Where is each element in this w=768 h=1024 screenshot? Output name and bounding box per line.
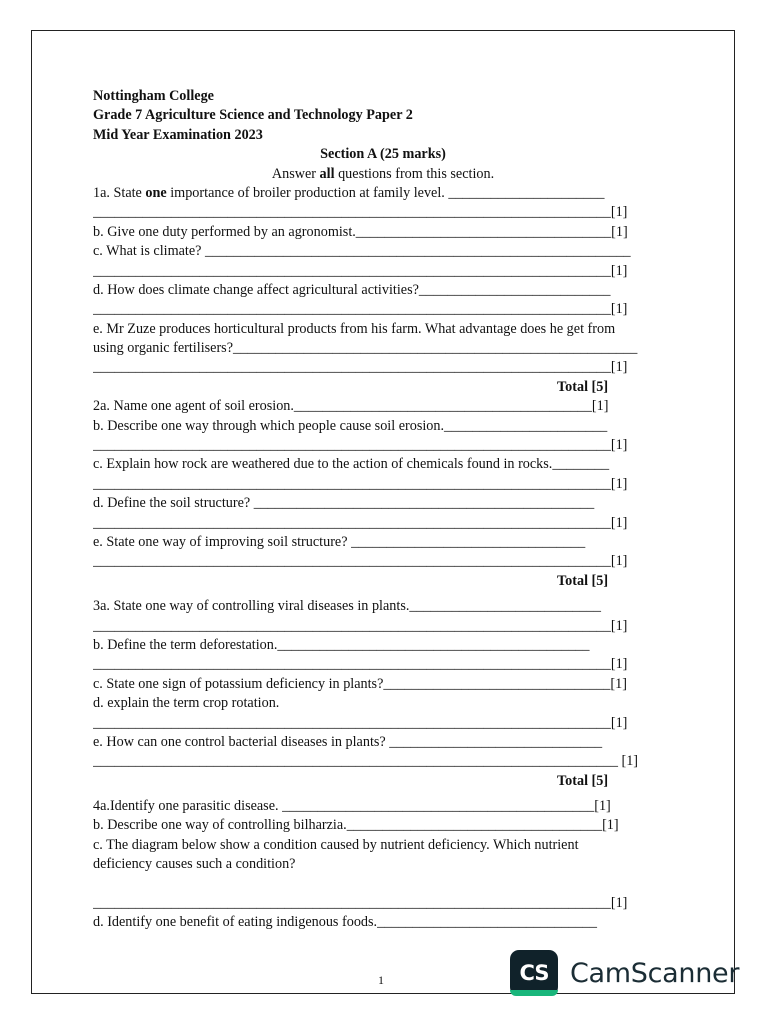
question-1e-cont: using organic fertilisers?_________________________________________________________ bbox=[93, 340, 638, 357]
answer-line-2d[interactable]: _________________________________________________________________________[1] bbox=[93, 514, 628, 531]
total-q3: Total [5] bbox=[557, 772, 609, 789]
school-name: Nottingham College bbox=[93, 88, 214, 104]
question-4b: b. Describe one way of controlling bilharzia.____________________________________[1] bbox=[93, 817, 619, 834]
answer-line-2b[interactable]: _________________________________________________________________________[1] bbox=[93, 437, 628, 454]
question-2d: d. Define the soil structure? ________________________________________________ bbox=[93, 495, 595, 512]
question-2e: e. State one way of improving soil structure? _________________________________ bbox=[93, 533, 586, 550]
answer-line-1c[interactable]: _________________________________________________________________________[1] bbox=[93, 262, 628, 279]
total-q1: Total [5] bbox=[557, 378, 609, 395]
paper-title: Grade 7 Agriculture Science and Technology Paper 2 bbox=[93, 107, 413, 124]
question-1d: d. How does climate change affect agricultural activities?___________________________ bbox=[93, 281, 611, 298]
answer-line-1a[interactable]: _________________________________________________________________________[1] bbox=[93, 204, 628, 221]
answer-line-2e[interactable]: _________________________________________________________________________[1] bbox=[93, 553, 628, 570]
question-2b: b. Describe one way through which people cause soil erosion._______________________ bbox=[93, 417, 608, 434]
answer-line-1e[interactable]: _________________________________________________________________________[1] bbox=[93, 359, 628, 376]
question-3c: c. State one sign of potassium deficiency in plants?________________________________[1] bbox=[93, 675, 627, 692]
answer-line-3e[interactable]: __________________________________________________________________________ [1] bbox=[93, 753, 639, 770]
section-instruction: Answer all questions from this section. bbox=[271, 165, 495, 182]
question-4c-cont: deficiency causes such a condition? bbox=[93, 856, 296, 873]
question-2a: 2a. Name one agent of soil erosion.__________________________________________[1] bbox=[93, 398, 609, 415]
question-1b: b. Give one duty performed by an agronomist.____________________________________[1] bbox=[93, 223, 628, 240]
question-3a: 3a. State one way of controlling viral diseases in plants.___________________________ bbox=[93, 598, 601, 615]
section-title: Section A (25 marks) bbox=[320, 146, 446, 163]
question-1e: e. Mr Zuze produces horticultural products from his farm. What advantage does he get from bbox=[93, 320, 616, 337]
question-1c: c. What is climate? ____________________________________________________________ bbox=[93, 243, 631, 260]
question-1a: 1a. State one importance of broiler production at family level. ______________________ bbox=[93, 184, 605, 201]
answer-line-3b[interactable]: _________________________________________________________________________[1] bbox=[93, 656, 628, 673]
answer-line-2c[interactable]: _________________________________________________________________________[1] bbox=[93, 475, 628, 492]
exam-paper bbox=[93, 87, 673, 932]
question-4d: d. Identify one benefit of eating indigenous foods._______________________________ bbox=[93, 914, 597, 931]
question-2c: c. Explain how rock are weathered due to the action of chemicals found in rocks.________ bbox=[93, 456, 610, 473]
question-3d: d. explain the term crop rotation. bbox=[93, 695, 280, 712]
camscanner-watermark bbox=[510, 950, 739, 996]
question-4a: 4a.Identify one parasitic disease. ____________________________________________[1] bbox=[93, 798, 611, 815]
exam-title: Mid Year Examination 2023 bbox=[93, 126, 263, 143]
total-q2: Total [5] bbox=[557, 572, 609, 589]
question-3b: b. Define the term deforestation.____________________________________________ bbox=[93, 636, 590, 653]
answer-line-3a[interactable]: _________________________________________________________________________[1] bbox=[93, 617, 628, 634]
answer-line-3d[interactable]: _________________________________________________________________________[1] bbox=[93, 714, 628, 731]
answer-line-1d[interactable]: _________________________________________________________________________[1] bbox=[93, 301, 628, 318]
camscanner-name: CamScanner bbox=[570, 957, 740, 989]
answer-line-4c[interactable]: _________________________________________________________________________[1] bbox=[93, 894, 628, 911]
page-number: 1 bbox=[378, 973, 384, 987]
question-4c: c. The diagram below show a condition caused by nutrient deficiency. Which nutrient bbox=[93, 836, 579, 853]
camscanner-logo-icon: CS bbox=[510, 950, 558, 996]
question-3e: e. How can one control bacterial diseases in plants? ______________________________ bbox=[93, 733, 603, 750]
